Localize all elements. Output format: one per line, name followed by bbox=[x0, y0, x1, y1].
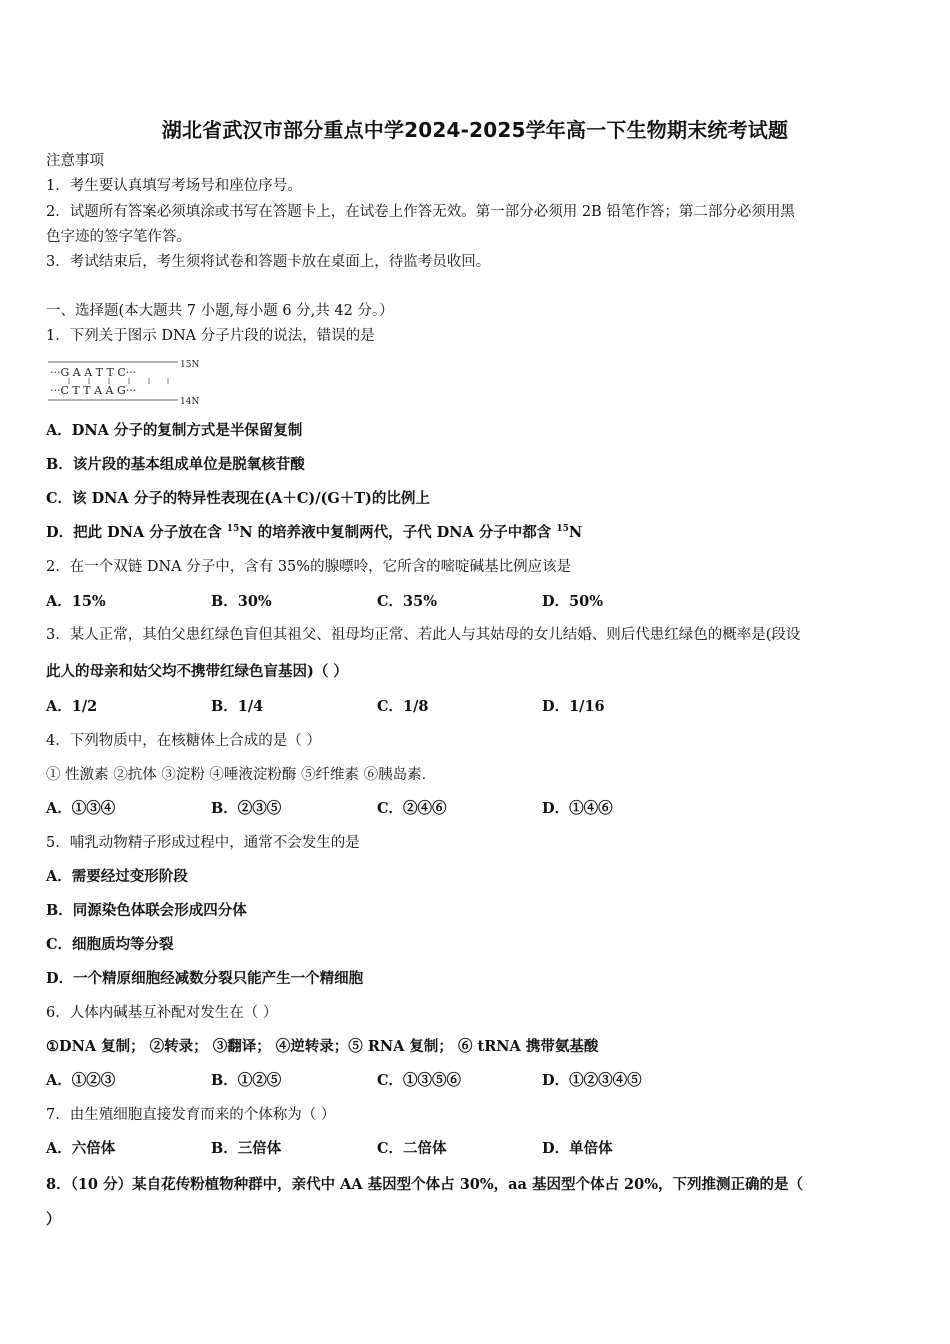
q1-option-d-sup-1: 15 bbox=[226, 524, 240, 535]
q1-option-d-text-1: D．把此 DNA 分子放在含 bbox=[46, 524, 227, 541]
q1-option-d[interactable] bbox=[46, 523, 916, 543]
q3-option-b[interactable]: B．1/4 bbox=[211, 698, 264, 715]
q1-option-d-text-2: N 的培养液中复制两代，子代 DNA 分子中都含 bbox=[239, 524, 557, 541]
q2-option-a[interactable]: A．15% bbox=[46, 593, 106, 610]
notice-item-3: 3．考试结束后，考生须将试卷和答题卡放在桌面上，待监考员收回。 bbox=[46, 254, 491, 270]
q4-option-c[interactable]: C．②④⑥ bbox=[377, 800, 447, 817]
q6-option-b[interactable]: B．①②⑤ bbox=[211, 1072, 282, 1089]
q1-stem: 1．下列关于图示 DNA 分子片段的说法，错误的是 bbox=[46, 328, 375, 344]
dna-fragment-diagram bbox=[46, 356, 206, 406]
q6-option-d[interactable]: D．①②③④⑤ bbox=[542, 1072, 642, 1089]
notice-heading: 注意事项 bbox=[46, 153, 104, 169]
q5-option-d[interactable]: D．一个精原细胞经减数分裂只能产生一个精细胞 bbox=[46, 970, 364, 987]
section-heading: 一、选择题(本大题共 7 小题,每小题 6 分,共 42 分。） bbox=[46, 303, 394, 319]
q1-option-d-sup-2: 15 bbox=[556, 524, 569, 535]
q2-option-b[interactable]: B．30% bbox=[211, 593, 272, 610]
q2-stem: 2．在一个双链 DNA 分子中，含有 35%的腺嘌呤，它所含的嘧啶碱基比例应该是 bbox=[46, 559, 572, 575]
q5-stem: 5．哺乳动物精子形成过程中，通常不会发生的是 bbox=[46, 835, 360, 851]
page-title: 湖北省武汉市部分重点中学2024-2025学年高一下生物期末统考试题 bbox=[161, 118, 789, 142]
q7-stem: 7．由生殖细胞直接发育而来的个体称为（ ） bbox=[46, 1107, 336, 1123]
q3-option-d[interactable]: D．1/16 bbox=[542, 698, 605, 715]
notice-item-1: 1．考生要认真填写考场号和座位序号。 bbox=[46, 178, 302, 194]
q5-option-c[interactable]: C．细胞质均等分裂 bbox=[46, 936, 174, 953]
q7-option-b[interactable]: B．三倍体 bbox=[211, 1140, 282, 1157]
top-strand-isotope-label: 15N bbox=[180, 360, 200, 370]
q3-stem: 3．某人正常，其伯父患红绿色盲但其祖父、祖母均正常、若此人与其姑母的女儿结婚、则后代患红绿色的概率是(段设 bbox=[46, 627, 801, 643]
q7-option-c[interactable]: C．二倍体 bbox=[377, 1140, 447, 1157]
q1-option-d-text-3: N bbox=[568, 524, 583, 541]
q2-option-d[interactable]: D．50% bbox=[542, 593, 604, 610]
q5-option-a[interactable]: A．需要经过变形阶段 bbox=[46, 868, 188, 885]
q1-option-c[interactable]: C．该 DNA 分子的特异性表现在(A＋C)/(G＋T)的比例上 bbox=[46, 490, 430, 507]
q8-stem-cont: ） bbox=[46, 1211, 61, 1228]
bottom-strand-isotope-label: 14N bbox=[180, 397, 200, 406]
notice-item-2: 2．试题所有答案必须填涂或书写在答题卡上，在试卷上作答无效。第一部分必须用 2B 铅笔作答；第二部分必须用黑 bbox=[46, 204, 795, 220]
q6-option-a[interactable]: A．①②③ bbox=[46, 1072, 116, 1089]
q6-stem: 6．人体内碱基互补配对发生在（ ） bbox=[46, 1005, 278, 1021]
q3-stem-cont: 此人的母亲和姑父均不携带红绿色盲基因)（ ） bbox=[46, 663, 348, 680]
q6-option-c[interactable]: C．①③⑤⑥ bbox=[377, 1072, 462, 1089]
bottom-strand-bases: ···C T T A A G··· bbox=[50, 384, 137, 397]
q8-stem: 8．（10 分）某自花传粉植物种群中，亲代中 AA 基因型个体占 30%，aa 基因型个体占 20%，下列推测正确的是（ bbox=[46, 1176, 804, 1193]
q4-option-d[interactable]: D．①④⑥ bbox=[542, 800, 613, 817]
q3-option-c[interactable]: C．1/8 bbox=[377, 698, 429, 715]
q5-option-b[interactable]: B．同源染色体联会形成四分体 bbox=[46, 902, 247, 919]
q3-option-a[interactable]: A．1/2 bbox=[46, 698, 98, 715]
q4-option-a[interactable]: A．①③④ bbox=[46, 800, 116, 817]
q7-option-d[interactable]: D．单倍体 bbox=[542, 1140, 613, 1157]
q7-option-a[interactable]: A．六倍体 bbox=[46, 1140, 116, 1157]
top-strand-bases: ···G A A T T C··· bbox=[50, 366, 137, 379]
q1-option-b[interactable]: B．该片段的基本组成单位是脱氧核苷酸 bbox=[46, 456, 305, 473]
q4-option-b[interactable]: B．②③⑤ bbox=[211, 800, 282, 817]
notice-item-2-cont: 色字迹的签字笔作答。 bbox=[46, 229, 191, 245]
q4-item-list: ① 性激素 ②抗体 ③淀粉 ④唾液淀粉酶 ⑤纤维素 ⑥胰岛素． bbox=[46, 767, 437, 783]
q6-item-list: ①DNA 复制； ②转录； ③翻译； ④逆转录；⑤ RNA 复制； ⑥ tRNA 携带氨基酸 bbox=[46, 1038, 599, 1055]
q4-stem: 4．下列物质中，在核糖体上合成的是（ ） bbox=[46, 733, 321, 749]
q2-option-c[interactable]: C．35% bbox=[377, 593, 437, 610]
q1-option-a[interactable]: A．DNA 分子的复制方式是半保留复制 bbox=[46, 422, 303, 439]
